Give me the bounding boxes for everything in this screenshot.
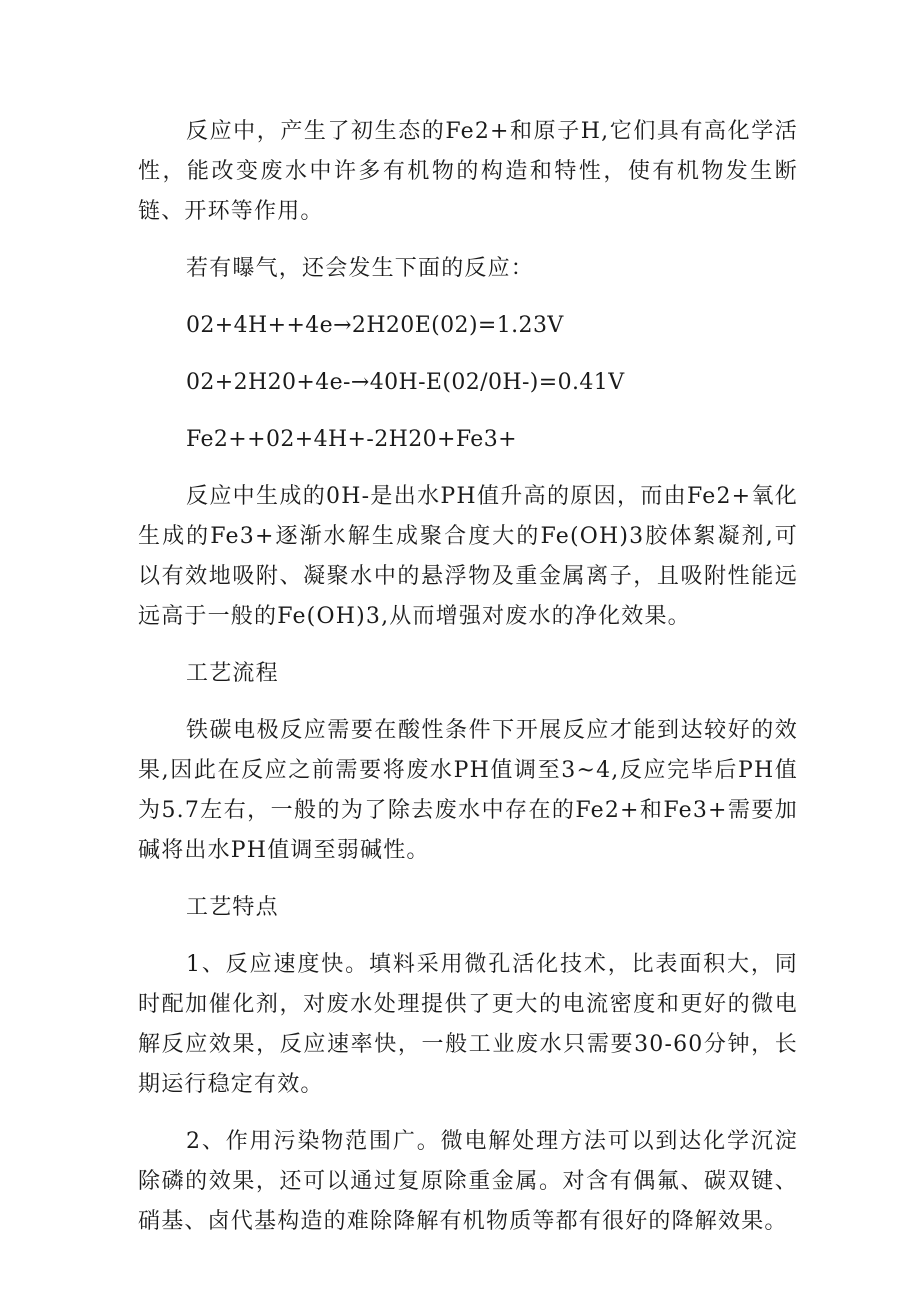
section-heading-process-flow: 工艺流程	[186, 661, 279, 686]
paragraph-process-flow: 铁碳电极反应需要在酸性条件下开展反应才能到达较好的效果,因此在反应之前需要将废水PH值调至3~4,反应完毕后PH值为5.7左右，一般的为了除去废水中存在的Fe2+和Fe3+需要加碱将出水PH值调至弱碱性。	[138, 718, 798, 863]
paragraph-feature-2: 2、作用污染物范围广。微电解处理方法可以到达化学沉淀除磷的效果，还可以通过复原除重金属。对含有偶氟、碳双键、硝基、卤代基构造的难除降解有机物质等都有很好的降解效果。	[138, 1129, 798, 1234]
formula-2: 02+2H20+4e-→40H-E(02/0H-)=0.41V	[186, 370, 625, 395]
paragraph-reaction-intro: 反应中，产生了初生态的Fe2+和原子H,它们具有高化学活性，能改变废水中许多有机物的构造和特性，使有机物发生断链、开环等作用。	[138, 119, 798, 224]
paragraph-oh-explanation: 反应中生成的0H-是出水PH值升高的原因，而由Fe2+氧化生成的Fe3+逐渐水解生成聚合度大的Fe(OH)3胶体絮凝剂,可以有效地吸附、凝聚水中的悬浮物及重金属离子，且吸附性能远远高于一般的Fe(OH)3,从而增强对废水的净化效果。	[138, 484, 798, 629]
formula-3: Fe2++02+4H+-2H20+Fe3+	[186, 427, 517, 452]
paragraph-aeration: 若有曝气，还会发生下面的反应：	[186, 256, 535, 281]
section-heading-process-features: 工艺特点	[186, 895, 279, 920]
formula-1: 02+4H++4e→2H20E(02)=1.23V	[186, 313, 564, 338]
document-body	[138, 112, 798, 1259]
paragraph-feature-1: 1、反应速度快。填料采用微孔活化技术，比表面积大，同时配加催化剂，对废水处理提供了更大的电流密度和更好的微电解反应效果，反应速率快，一般工业废水只需要30-60分钟，长期运行稳定有效。	[138, 952, 798, 1097]
